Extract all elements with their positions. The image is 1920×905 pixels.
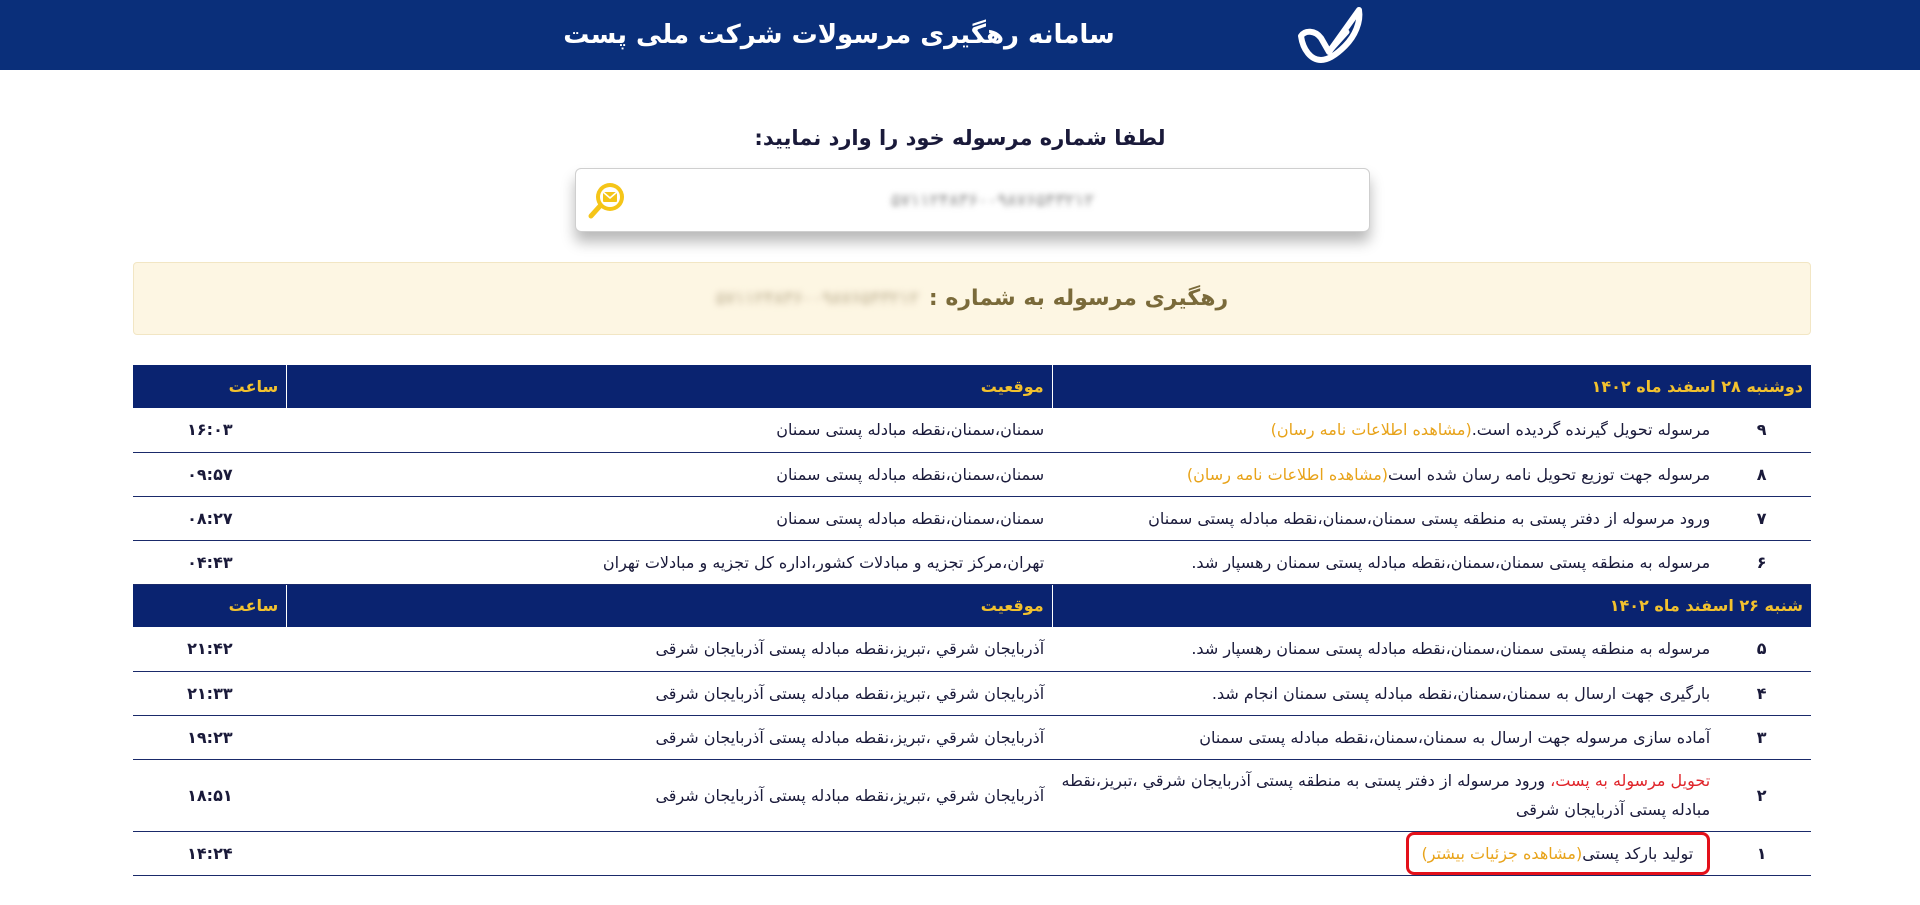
row-time: ۱۶:۰۳ — [133, 408, 287, 452]
row-description — [1052, 831, 1712, 875]
tracking-table — [133, 365, 1811, 876]
row-description: بارگیری جهت ارسال به سمنان،سمنان،نقطه مبادله پستی سمنان انجام شد. — [1052, 671, 1712, 715]
table-row — [133, 759, 1811, 831]
table-row — [133, 831, 1811, 875]
row-description: ورود مرسوله از دفتر پستی به منطقه پستی سمنان،سمنان،نقطه مبادله پستی سمنان — [1052, 496, 1712, 540]
view-postman-info-link[interactable]: (مشاهده اطلاعات نامه رسان) — [1186, 464, 1389, 484]
barcode-highlight-box — [1406, 832, 1710, 875]
table-row — [133, 671, 1811, 715]
row-location: آذربايجان شرقي ،تبريز،نقطه مبادله پستی آذربایجان شرقی — [287, 627, 1052, 671]
row-time: ۲۱:۳۳ — [133, 671, 287, 715]
row-location — [287, 831, 1052, 875]
search-prompt: لطفا شماره مرسوله خود را وارد نمایید: — [754, 126, 1166, 150]
row-location: سمنان،سمنان،نقطه مبادله پستی سمنان — [287, 496, 1052, 540]
search-envelope-icon[interactable] — [586, 179, 630, 223]
table-row — [133, 452, 1811, 496]
column-location-header: موقعیت — [287, 365, 1052, 408]
tracking-number: ۵۷۱۱۲۴۸۳۶۰۰۹۸۷۶۵۴۳۲۱۲ — [715, 288, 919, 309]
table-row — [133, 496, 1811, 540]
row-location: آذربايجان شرقي ،تبريز،نقطه مبادله پستی آذربایجان شرقی — [287, 671, 1052, 715]
row-number: ۸ — [1712, 452, 1811, 496]
search-box — [575, 168, 1370, 232]
site-title: سامانه رهگیری مرسولات شرکت ملی پست — [563, 20, 1115, 50]
row-description-text: تولید بارکد پستی — [1582, 843, 1694, 863]
tracking-banner — [133, 262, 1811, 335]
column-location-header: موقعیت — [287, 584, 1052, 627]
row-time: ۱۹:۲۳ — [133, 715, 287, 759]
table-row — [133, 627, 1811, 671]
row-description-text: مرسوله جهت توزیع تحویل نامه رسان شده است — [1388, 464, 1711, 484]
row-number: ۴ — [1712, 671, 1811, 715]
delivered-to-post-label: تحویل مرسوله به پست، — [1550, 771, 1711, 790]
row-number: ۹ — [1712, 408, 1811, 452]
post-logo-icon[interactable] — [1295, 2, 1367, 68]
site-header — [0, 0, 1920, 70]
row-number: ۲ — [1712, 759, 1811, 831]
row-description-text: ورود مرسوله از دفتر پستی به منطقه پستی آذربایجان شرقي ،تبريز،نقطه مبادله پستی آذربایجان شرقی — [1061, 771, 1711, 819]
row-time: ۱۸:۵۱ — [133, 759, 287, 831]
tracking-table-wrap — [133, 365, 1811, 876]
row-location: تهران،مرکز تجزیه و مبادلات کشور،اداره کل تجزیه و مبادلات تهران — [287, 540, 1052, 584]
row-location: سمنان،سمنان،نقطه مبادله پستی سمنان — [287, 452, 1052, 496]
group-header — [133, 584, 1811, 627]
row-location: آذربايجان شرقي ،تبريز،نقطه مبادله پستی آذربایجان شرقی — [287, 715, 1052, 759]
row-location: سمنان،سمنان،نقطه مبادله پستی سمنان — [287, 408, 1052, 452]
row-description: مرسوله به منطقه پستی سمنان،سمنان،نقطه مبادله پستی سمنان رهسپار شد. — [1052, 627, 1712, 671]
tracking-number-input[interactable] — [636, 169, 1349, 231]
column-time-header: ساعت — [133, 584, 287, 627]
row-number: ۵ — [1712, 627, 1811, 671]
row-description: مرسوله به منطقه پستی سمنان،سمنان،نقطه مبادله پستی سمنان رهسپار شد. — [1052, 540, 1712, 584]
row-number: ۳ — [1712, 715, 1811, 759]
table-row — [133, 540, 1811, 584]
row-time: ۰۸:۲۷ — [133, 496, 287, 540]
row-number: ۱ — [1712, 831, 1811, 875]
row-number: ۶ — [1712, 540, 1811, 584]
view-postman-info-link[interactable]: (مشاهده اطلاعات نامه رسان) — [1270, 420, 1472, 440]
row-time: ۰۴:۴۳ — [133, 540, 287, 584]
view-more-details-link[interactable]: (مشاهده جزئیات بیشتر) — [1421, 843, 1583, 863]
group-date: دوشنبه ۲۸ اسفند ماه ۱۴۰۲ — [1052, 365, 1811, 408]
row-description: آماده سازی مرسوله جهت ارسال به سمنان،سمنان،نقطه مبادله پستی سمنان — [1052, 715, 1712, 759]
row-time: ۰۹:۵۷ — [133, 452, 287, 496]
table-row — [133, 715, 1811, 759]
row-description — [1052, 452, 1712, 496]
group-header — [133, 365, 1811, 408]
table-row — [133, 408, 1811, 452]
row-number: ۷ — [1712, 496, 1811, 540]
row-time: ۱۴:۲۴ — [133, 831, 287, 875]
group-date: شنبه ۲۶ اسفند ماه ۱۴۰۲ — [1052, 584, 1811, 627]
row-description — [1052, 759, 1712, 831]
row-description — [1052, 408, 1712, 452]
row-time: ۲۱:۴۲ — [133, 627, 287, 671]
row-location: آذربايجان شرقي ،تبريز،نقطه مبادله پستی آذربایجان شرقی — [287, 759, 1052, 831]
row-description-text: مرسوله تحویل گیرنده گردیده است. — [1471, 420, 1711, 440]
column-time-header: ساعت — [133, 365, 287, 408]
tracking-label: رهگیری مرسوله به شماره : — [928, 286, 1229, 311]
